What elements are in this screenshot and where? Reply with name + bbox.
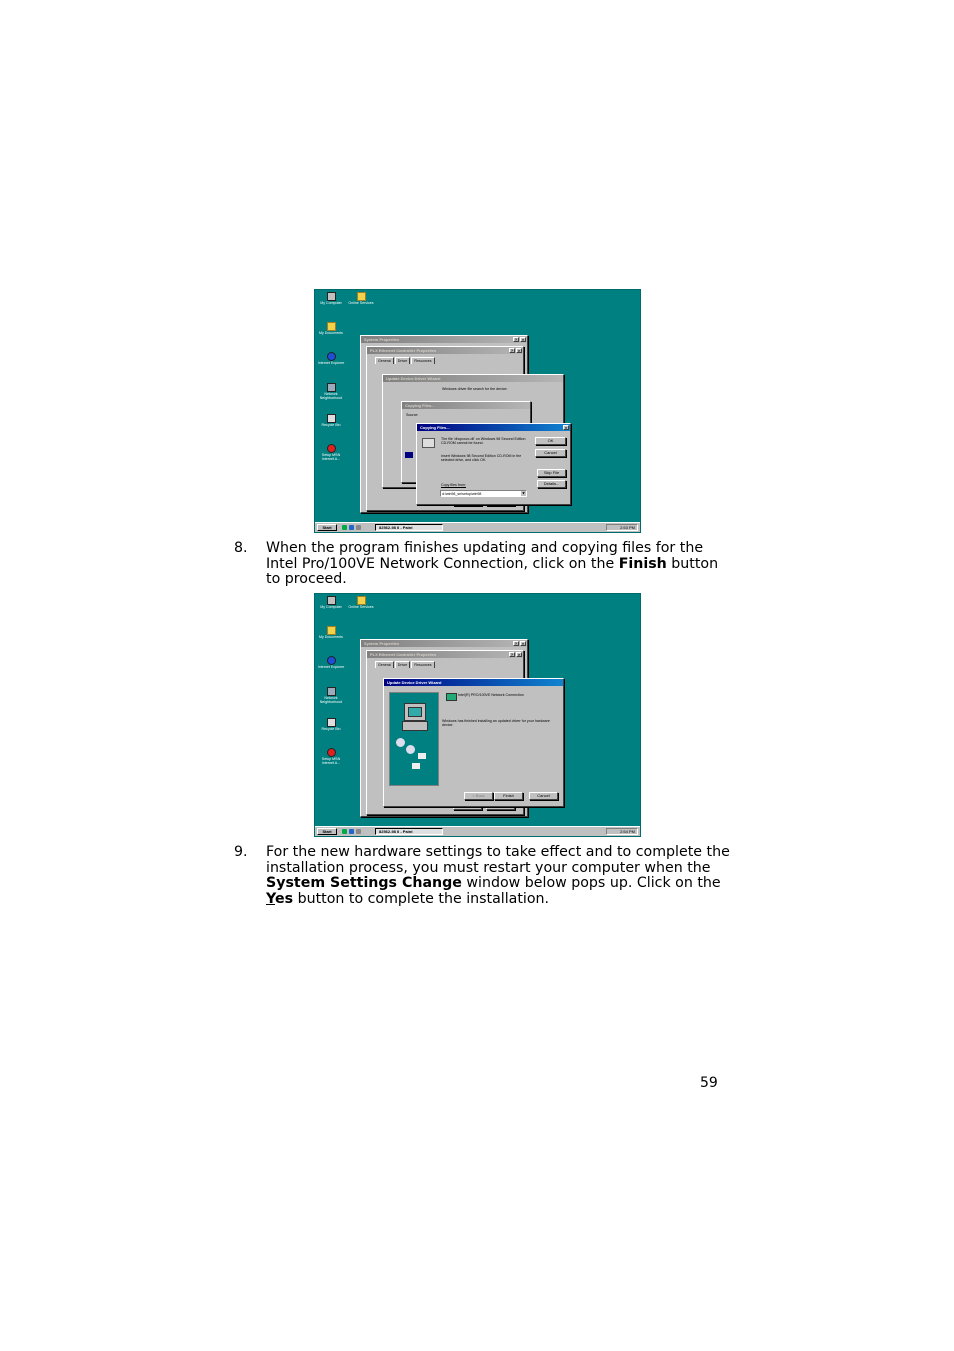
close-button[interactable]: × (521, 337, 525, 342)
details-button[interactable]: Details... (537, 480, 566, 488)
tab-general[interactable]: General (375, 661, 394, 668)
cd-disc-icon (396, 738, 405, 747)
desktop-icon-recycle-bin[interactable]: Recycle Bin (316, 718, 346, 732)
folder-icon (357, 292, 366, 301)
yes-keyword: Yes (266, 891, 294, 908)
copy-from-combobox[interactable] (440, 490, 527, 497)
ie-icon (327, 656, 336, 665)
copy-from-value: d:\win98_se\setup\win98 (442, 492, 482, 496)
tab-strip (375, 661, 435, 668)
title-bar: PLX Ethernet Controller Properties ? × (367, 651, 523, 658)
step-text: When the program finishes updating and copying files for the Intel Pro/100VE Network Connection, click on the Finish button to proceed. (266, 540, 719, 588)
cd-drive-icon (422, 438, 435, 448)
wizard-text: Windows driver file search for the device: (442, 387, 508, 391)
computer-icon (327, 596, 336, 605)
recycle-bin-icon (327, 718, 336, 727)
back-button[interactable]: < Back (464, 792, 493, 800)
floppy-icon (418, 753, 426, 759)
step-text: For the new hardware settings to take effect and to complete the installation process, you must restart your computer when the System Settings Change window below pops up. Click on the Yes button to complete the installation. (266, 844, 730, 908)
help-button[interactable]: ? (510, 348, 514, 353)
network-adapter-icon (446, 693, 457, 701)
title-bar: System Properties ? × (361, 336, 527, 343)
screenshot-wizard-finish (314, 593, 641, 837)
desktop-icon-online-services[interactable]: Online Services (346, 596, 376, 610)
desktop-icon-my-computer[interactable]: My Computer (316, 596, 346, 610)
chevron-down-icon[interactable]: ▼ (522, 491, 525, 495)
taskbar (315, 826, 640, 836)
msn-icon (327, 444, 336, 453)
title-bar: Copying Files... × (417, 424, 570, 431)
folder-icon (357, 596, 366, 605)
desktop-icon-recycle-bin[interactable]: Recycle Bin (316, 414, 346, 428)
device-name: Intel(R) PRO/100VE Network Connection (458, 693, 524, 697)
step-number: 9. (234, 844, 248, 860)
network-icon (327, 383, 336, 392)
help-button[interactable]: ? (514, 641, 518, 646)
tab-general[interactable]: General (375, 357, 394, 364)
floppy-icon (412, 763, 420, 769)
tab-strip (375, 357, 435, 364)
cancel-button[interactable]: Cancel (529, 792, 558, 800)
msn-icon (327, 748, 336, 757)
desktop-icon-my-computer[interactable]: My Computer (316, 292, 346, 306)
ie-quicklaunch-icon[interactable] (349, 829, 354, 834)
system-settings-change-keyword: System Settings Change (266, 875, 462, 892)
network-icon (327, 687, 336, 696)
page-number: 59 (700, 1075, 718, 1091)
screenshot-copying-files (314, 289, 641, 533)
desktop-icon-my-documents[interactable]: My Documents (316, 626, 346, 640)
finish-button[interactable]: Finish (494, 792, 523, 800)
help-button[interactable]: ? (514, 337, 518, 342)
desktop-icon-setup-msn[interactable]: Setup MSN Internet A... (316, 748, 346, 766)
show-desktop-icon[interactable] (342, 525, 347, 530)
tab-resources[interactable]: Resources (411, 357, 434, 364)
desktop-icon-setup-msn[interactable]: Setup MSN Internet A... (316, 444, 346, 462)
copy-from-label: Copy files from: (441, 483, 466, 487)
title-bar: System Properties ? × (361, 640, 527, 647)
desktop-icon-internet-explorer[interactable]: Internet Explorer (316, 352, 346, 366)
wizard-illustration (389, 692, 439, 786)
ie-icon (327, 352, 336, 361)
start-button[interactable]: Start (317, 828, 337, 835)
close-button[interactable]: × (517, 652, 521, 657)
title-bar: PLX Ethernet Controller Properties ? × (367, 347, 523, 354)
folder-icon (327, 626, 336, 635)
title-bar: Update Device Driver Wizard (384, 679, 563, 686)
help-button[interactable]: ? (510, 652, 514, 657)
taskbar (315, 522, 640, 532)
skip-file-button[interactable]: Skip File (537, 469, 566, 477)
outlook-icon[interactable] (356, 525, 361, 530)
missing-file-message: The file 'dhcpcsvc.dll' on Windows 98 Second Edition CD-ROM cannot be found. (441, 437, 526, 446)
close-button[interactable]: × (564, 425, 568, 430)
title-bar: Update Device Driver Wizard (383, 375, 563, 382)
step-number: 8. (234, 540, 248, 556)
folder-icon (327, 322, 336, 331)
source-label: Source: (406, 413, 419, 417)
desktop-icon-my-documents[interactable]: My Documents (316, 322, 346, 336)
system-tray-clock: 2:53 PM (606, 524, 638, 531)
start-button[interactable]: Start (317, 524, 337, 531)
finish-message: Windows has finished installing an updated driver for your hardware device. (442, 719, 550, 728)
computer-icon (327, 292, 336, 301)
ok-button[interactable]: OK (535, 437, 566, 445)
outlook-icon[interactable] (356, 829, 361, 834)
update-driver-wizard-window (383, 678, 564, 807)
monitor-screen (408, 707, 422, 717)
close-button[interactable]: × (521, 641, 525, 646)
cancel-button[interactable]: Cancel (535, 449, 566, 457)
recycle-bin-icon (327, 414, 336, 423)
tab-driver[interactable]: Driver (395, 357, 411, 364)
cd-disc-icon (406, 745, 415, 754)
computer-case-icon (402, 721, 428, 731)
title-bar: Copying Files... (402, 402, 530, 409)
copying-files-dialog (416, 423, 571, 505)
tab-driver[interactable]: Driver (395, 661, 411, 668)
close-button[interactable]: × (517, 348, 521, 353)
taskbar-item-paint[interactable]: 82562-98 II - Paint (375, 524, 443, 531)
system-tray-clock: 2:54 PM (606, 828, 638, 835)
insert-cd-message: Insert Windows 98 Second Edition CD-ROM in the selected drive, and click OK. (441, 454, 522, 463)
desktop-icon-online-services[interactable]: Online Services (346, 292, 376, 306)
taskbar-item-paint[interactable]: 82562-98 II - Paint (375, 828, 443, 835)
progress-bar (405, 452, 413, 458)
desktop-icon-network-neighborhood[interactable]: Network Neighborhood (316, 687, 346, 705)
ie-quicklaunch-icon[interactable] (349, 525, 354, 530)
desktop-icon-internet-explorer[interactable]: Internet Explorer (316, 656, 346, 670)
show-desktop-icon[interactable] (342, 829, 347, 834)
desktop-icon-network-neighborhood[interactable]: Network Neighborhood (316, 383, 346, 401)
finish-keyword: Finish (618, 555, 667, 572)
tab-resources[interactable]: Resources (411, 661, 434, 668)
